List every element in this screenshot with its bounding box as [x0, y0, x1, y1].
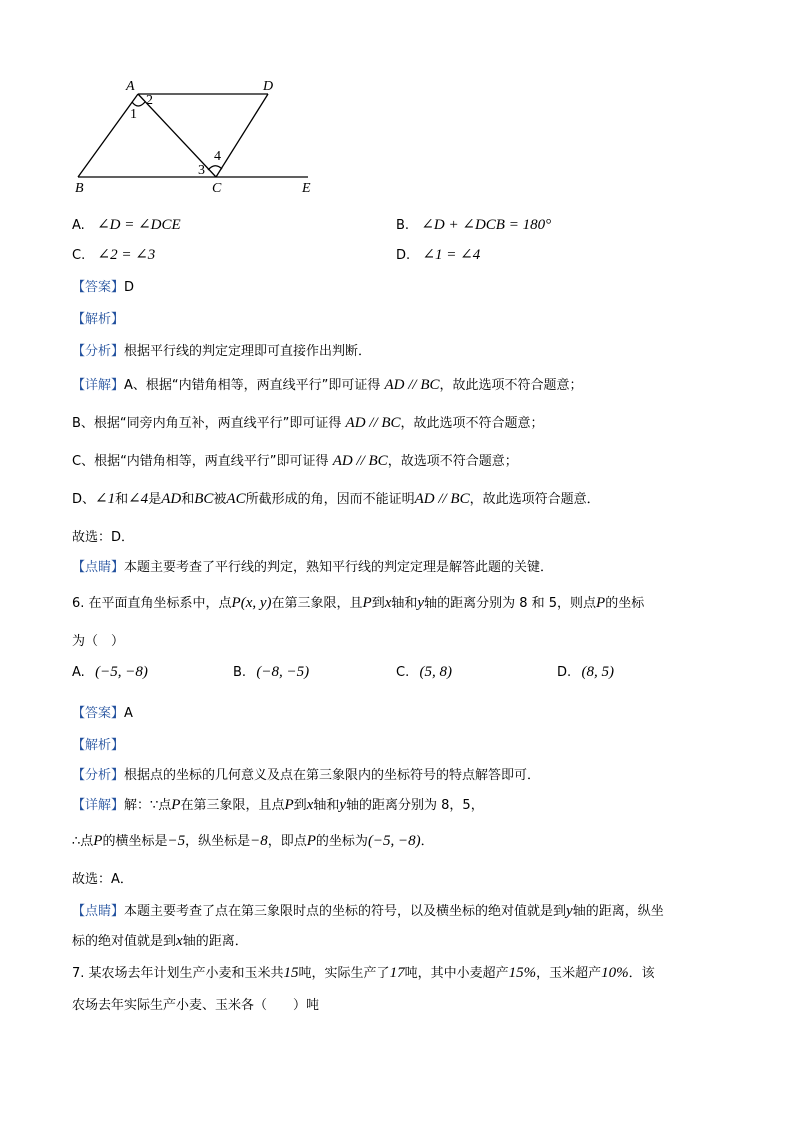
- choose-text: 故选：A．: [72, 872, 133, 887]
- q6-option-a: [72, 664, 148, 681]
- q6-answer: [72, 702, 133, 721]
- dianjing-text: 本题主要考查了平行线的判定，熟知平行线的判定定理是解答此题的关键．: [124, 560, 554, 575]
- detail-text: ，纵坐标是: [185, 834, 251, 849]
- dianjing-text: 标的绝对值就是到: [72, 934, 177, 949]
- q5-option-c: [72, 245, 155, 264]
- detail-math: −5: [167, 833, 186, 849]
- detail-math: ∠1: [95, 491, 116, 507]
- q6-choose: [72, 868, 133, 887]
- option-key: D.: [396, 248, 411, 263]
- q6-detail-1: [72, 794, 484, 814]
- detail-text: 是: [148, 492, 162, 507]
- detail-math: AD // BC: [332, 453, 388, 469]
- detail-text: 被: [213, 492, 227, 507]
- stem-math: 17: [389, 965, 405, 981]
- option-math: (−8, −5): [256, 664, 310, 680]
- q5-dianjing: [72, 556, 553, 575]
- detail-text: 在第三象限，且点: [180, 798, 285, 813]
- q6-option-d: [557, 664, 614, 681]
- detail-text: 轴的距离分别为 8，5，: [346, 798, 484, 813]
- option-math: (−5, −8): [95, 664, 148, 680]
- detail-math: (−5, −8): [367, 833, 421, 849]
- label-e: E: [302, 181, 311, 196]
- q5-answer: [72, 276, 134, 295]
- detail-text: C、根据“内错角相等，两直线平行”即可证得: [72, 454, 333, 469]
- stem-text: 在第三象限，且: [271, 596, 363, 611]
- option-math: ∠2 = ∠3: [97, 247, 156, 263]
- option-key: A.: [72, 218, 85, 233]
- answer-tag: 【答案】: [72, 280, 125, 295]
- option-math: ∠D + ∠DCB = 180°: [421, 217, 552, 233]
- q6-stem-line1: [72, 592, 644, 612]
- detail-math: BC: [194, 491, 214, 507]
- q5-choose: [72, 526, 134, 545]
- option-key: A.: [72, 665, 85, 680]
- detail-text: ，故此选项符合题意．: [469, 492, 600, 507]
- detail-math: P: [284, 797, 294, 813]
- fenxi-text: 根据点的坐标的几何意义及点在第三象限内的坐标符号的特点解答即可．: [124, 768, 541, 783]
- detail-text: 解：∵点: [124, 798, 172, 813]
- stem-math: P(x, y): [231, 595, 272, 611]
- option-math: (8, 5): [581, 664, 614, 680]
- q5-detail-c: [72, 450, 518, 470]
- label-b: B: [75, 181, 84, 196]
- label-d: D: [263, 79, 274, 94]
- q6-analysis-tag: [72, 734, 124, 753]
- line-cd: [216, 94, 268, 177]
- detail-math: AD // BC: [414, 491, 470, 507]
- dianjing-text: 轴的距离．: [182, 934, 248, 949]
- stem-text: 为（ ）: [72, 634, 125, 649]
- detail-text: A、根据“内错角相等，两直线平行”即可证得: [124, 378, 385, 393]
- option-math: ∠1 = ∠4: [422, 247, 481, 263]
- angle-arc-a: [132, 102, 145, 106]
- line-ab: [78, 94, 138, 177]
- detail-text: ，故选项不符合题意；: [387, 454, 518, 469]
- angle-label-3: 3: [198, 163, 205, 178]
- q5-analysis-tag: [72, 308, 124, 327]
- q7-stem-line1: [72, 962, 655, 982]
- option-key: C.: [396, 665, 410, 680]
- answer-tag: 【答案】: [72, 706, 125, 721]
- stem-text: 7. 某农场去年计划生产小麦和玉米共: [72, 966, 284, 981]
- analysis-tag: 【解析】: [72, 312, 125, 327]
- stem-text: 吨，实际生产了: [298, 966, 390, 981]
- detail-tag: 【详解】: [72, 798, 125, 813]
- stem-text: 6. 在平面直角坐标系中，点: [72, 596, 232, 611]
- detail-math: P: [93, 833, 103, 849]
- detail-text: D、: [72, 492, 96, 507]
- detail-text: 的坐标为: [315, 834, 368, 849]
- fenxi-text: 根据平行线的判定定理即可直接作出判断．: [124, 344, 372, 359]
- dianjing-text: 本题主要考查了点在第三象限时点的坐标的符号，以及横坐标的绝对值就是到: [124, 904, 567, 919]
- q7-stem-line2: [72, 994, 319, 1013]
- angle-label-4: 4: [214, 149, 221, 164]
- q5-detail-b: [72, 412, 544, 432]
- q6-stem-line2: [72, 630, 124, 649]
- label-a: A: [126, 79, 135, 94]
- detail-math: P: [306, 833, 316, 849]
- detail-text: ．: [420, 834, 434, 849]
- stem-math: y: [417, 595, 425, 611]
- dianjing-text: 轴的距离，纵坐: [572, 904, 664, 919]
- stem-math: 15%: [508, 965, 537, 981]
- q6-option-c: [396, 664, 452, 681]
- detail-text: B、根据“同旁内角互补，两直线平行”即可证得: [72, 416, 346, 431]
- detail-text: 和: [115, 492, 129, 507]
- stem-math: 15: [283, 965, 299, 981]
- detail-math: AC: [226, 491, 246, 507]
- fenxi-tag: 【分析】: [72, 344, 125, 359]
- stem-text: 轴和: [391, 596, 418, 611]
- q6-fenxi: [72, 764, 540, 783]
- stem-text: ，玉米超产: [536, 966, 602, 981]
- detail-math: y: [339, 797, 347, 813]
- q6-dianjing-line2: [72, 930, 248, 950]
- detail-math: AD // BC: [345, 415, 401, 431]
- option-math: ∠D = ∠DCE: [97, 217, 181, 233]
- angle-label-2: 2: [146, 93, 153, 108]
- q6-detail-2: [72, 830, 434, 850]
- detail-text: 到: [293, 798, 307, 813]
- detail-text: ∴点: [72, 834, 94, 849]
- analysis-tag: 【解析】: [72, 738, 125, 753]
- geometry-figure: [70, 72, 330, 202]
- option-key: B.: [233, 665, 247, 680]
- detail-math: AD: [161, 491, 182, 507]
- dianjing-math: y: [566, 903, 573, 919]
- answer-value: A: [124, 706, 133, 721]
- q5-detail-a: [72, 374, 583, 394]
- q5-detail-d: [72, 488, 600, 508]
- stem-math: P: [362, 595, 372, 611]
- q6-option-b: [233, 664, 309, 681]
- stem-text: ．该: [628, 966, 655, 981]
- detail-math: x: [306, 797, 314, 813]
- option-key: D.: [557, 665, 572, 680]
- stem-text: 轴的距离分别为 8 和 5，则点: [424, 596, 597, 611]
- detail-tag: 【详解】: [72, 378, 125, 393]
- option-key: B.: [396, 218, 410, 233]
- q5-option-b: [396, 215, 551, 234]
- label-c: C: [212, 181, 222, 196]
- answer-value: D: [124, 280, 135, 295]
- detail-math: −8: [250, 833, 268, 849]
- q5-fenxi: [72, 340, 371, 359]
- stem-text: 吨，其中小麦超产: [404, 966, 509, 981]
- option-key: C.: [72, 248, 86, 263]
- detail-text: 的横坐标是: [102, 834, 168, 849]
- detail-math: ∠4: [128, 491, 149, 507]
- angle-arc-c: [208, 166, 222, 170]
- q5-option-d: [396, 245, 480, 264]
- dianjing-math: x: [176, 933, 183, 949]
- stem-text: 农场去年实际生产小麦、玉米各（ ）吨: [72, 998, 320, 1013]
- dianjing-tag: 【点睛】: [72, 904, 125, 919]
- detail-text: ，故此选项不符合题意；: [400, 416, 544, 431]
- stem-math: 10%: [601, 965, 629, 981]
- detail-text: ，故此选项不符合题意；: [439, 378, 583, 393]
- angle-label-1: 1: [130, 107, 137, 122]
- detail-text: 所截形成的角，因而不能证明: [245, 492, 415, 507]
- stem-text: 的坐标: [605, 596, 645, 611]
- parallelogram-diagram: [70, 72, 330, 202]
- option-math: (5, 8): [419, 664, 453, 680]
- detail-text: 轴和: [313, 798, 340, 813]
- detail-text: ，即点: [267, 834, 307, 849]
- stem-text: 到: [371, 596, 385, 611]
- detail-math: AD // BC: [384, 377, 440, 393]
- detail-text: 和: [181, 492, 195, 507]
- fenxi-tag: 【分析】: [72, 768, 125, 783]
- stem-math: x: [384, 595, 392, 611]
- dianjing-tag: 【点睛】: [72, 560, 125, 575]
- q5-option-a: [72, 215, 181, 234]
- q6-dianjing-line1: [72, 900, 664, 920]
- stem-math: P: [596, 595, 606, 611]
- detail-math: P: [171, 797, 181, 813]
- choose-text: 故选：D．: [72, 530, 135, 545]
